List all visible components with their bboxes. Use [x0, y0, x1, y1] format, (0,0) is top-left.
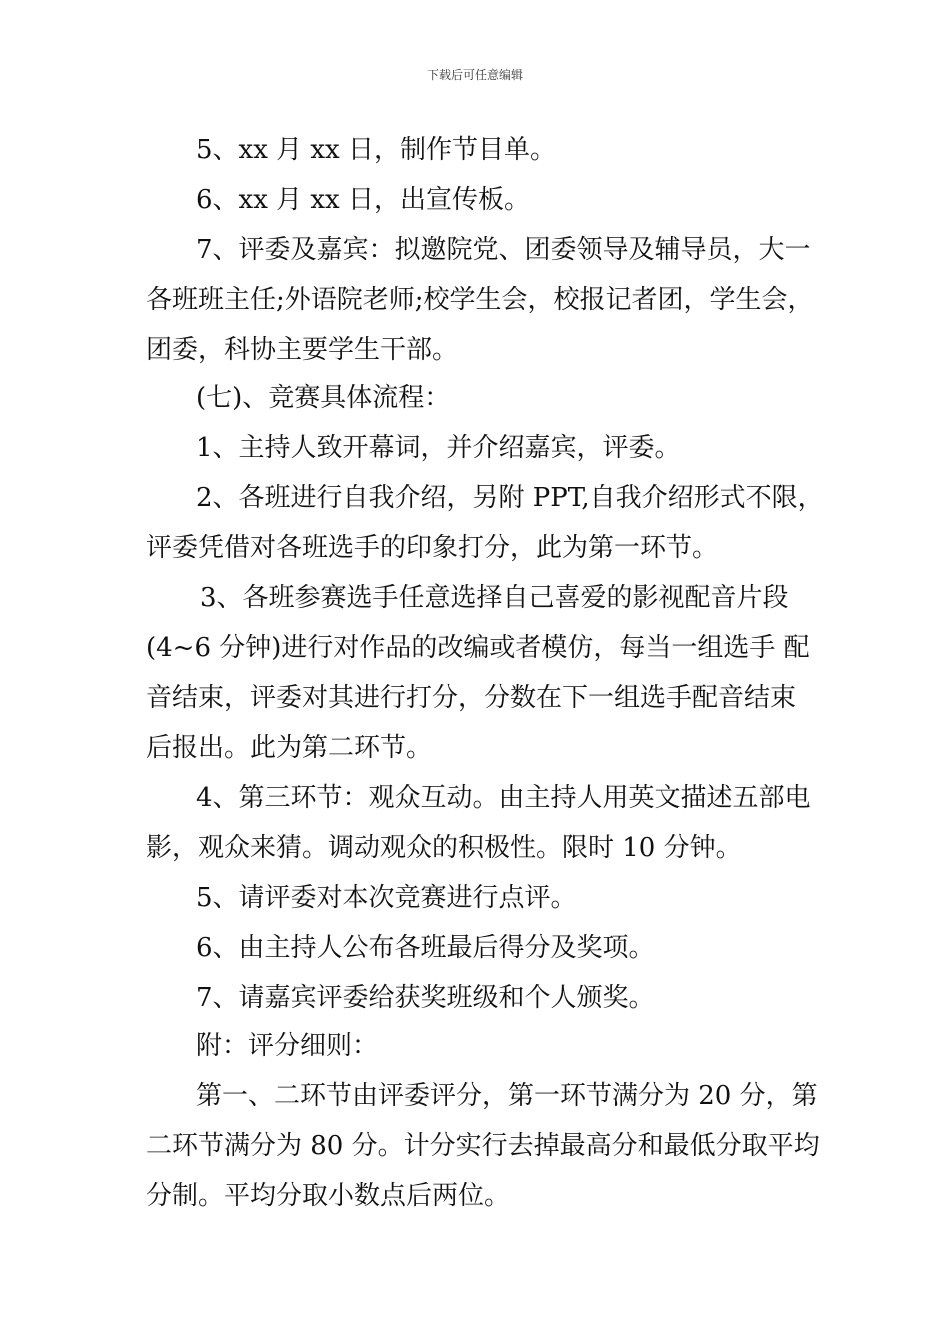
text-line: 5、xx 月 xx 日，制作节目单。 — [196, 135, 556, 165]
text-line: 7、评委及嘉宾：拟邀院党、团委领导及辅导员，大一 — [196, 235, 811, 265]
text-line: 5、请评委对本次竞赛进行点评。 — [196, 883, 577, 913]
text-line: 影，观众来猜。调动观众的积极性。限时 10 分钟。 — [146, 833, 742, 863]
page-header: 下载后可任意编辑 — [426, 68, 523, 82]
text-line: 第一、二环节由评委评分，第一环节满分为 20 分，第 — [196, 1081, 818, 1111]
text-line: 2、各班进行自我介绍，另附 PPT,自我介绍形式不限， — [196, 483, 824, 513]
section-heading: 附：评分细则： — [196, 1031, 379, 1061]
section-heading: (七)、竞赛具体流程： — [196, 383, 451, 413]
text-line: 6、由主持人公布各班最后得分及奖项。 — [196, 933, 655, 963]
text-line: 各班班主任;外语院老师;校学生会，校报记者团，学生会， — [146, 285, 814, 315]
text-line: 1、主持人致开幕词，并介绍嘉宾，评委。 — [196, 433, 681, 463]
text-line: 7、请嘉宾评委给获奖班级和个人颁奖。 — [196, 983, 655, 1013]
text-line: 后报出。此为第二环节。 — [146, 733, 433, 763]
text-line: (4~6 分钟)进行对作品的改编或者模仿，每当一组选手 配 — [146, 633, 810, 663]
text-line: 分制。平均分取小数点后两位。 — [146, 1181, 511, 1211]
text-line: 二环节满分为 80 分。计分实行去掉最高分和最低分取平均 — [146, 1131, 820, 1161]
text-line: 评委凭借对各班选手的印象打分，此为第一环节。 — [146, 533, 719, 563]
text-line: 4、第三环节：观众互动。由主持人用英文描述五部电 — [196, 783, 811, 813]
text-line: 6、xx 月 xx 日，出宣传板。 — [196, 185, 530, 215]
text-line: 3、各班参赛选手任意选择自己喜爱的影视配音片段 — [200, 583, 789, 613]
text-line: 团委，科协主要学生干部。 — [146, 335, 459, 365]
text-line: 音结束，评委对其进行打分，分数在下一组选手配音结束 — [146, 683, 797, 713]
